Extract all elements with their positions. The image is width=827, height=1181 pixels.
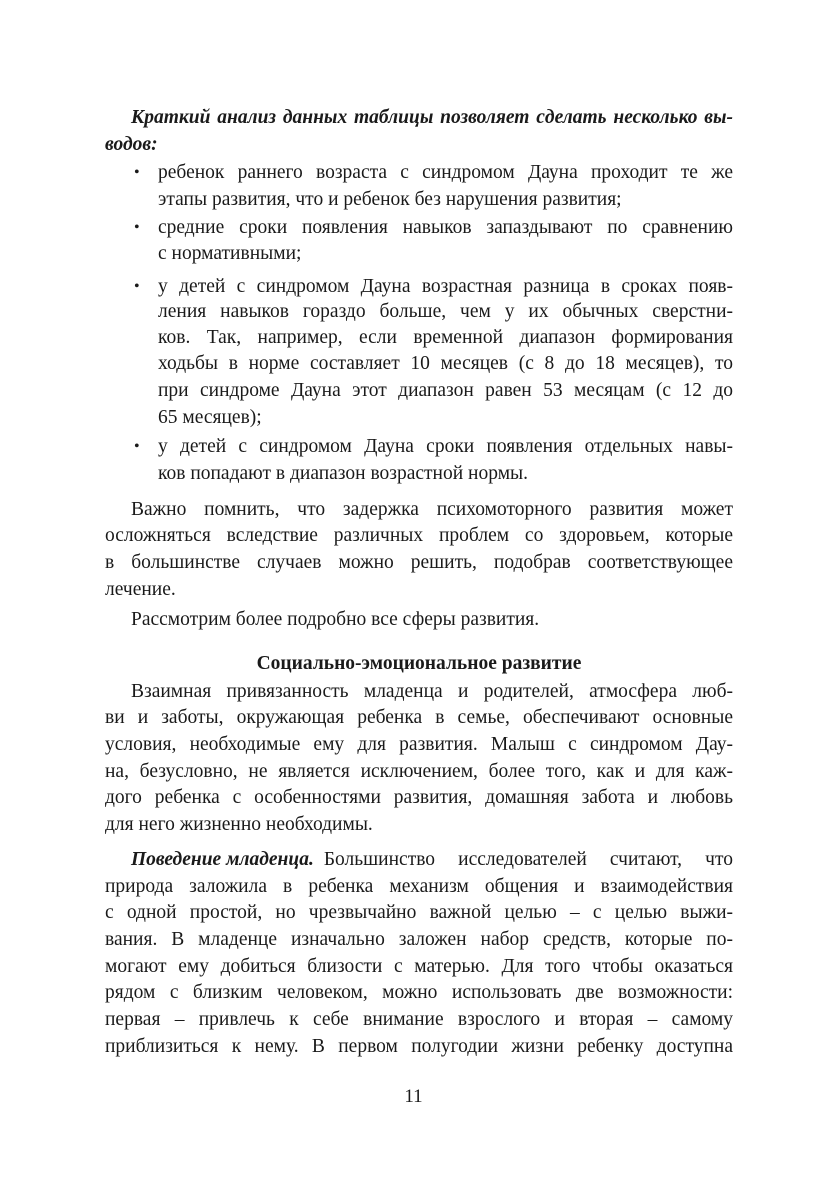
bullet-line: у детей с синдромом Дауна сроки появления отдельных навы- bbox=[158, 436, 733, 457]
paragraph-line: первая – привлечь к себе внимание взрослого и вторая – самому bbox=[105, 1009, 733, 1030]
paragraph-line: осложняться вследствие различных проблем со здоровьем, которые bbox=[105, 525, 733, 546]
paragraph-line: Взаимная привязанность младенца и родителей, атмосфера люб- bbox=[131, 681, 733, 702]
intro-line: водов: bbox=[105, 134, 158, 155]
bullet-line: с нормативными; bbox=[158, 243, 302, 264]
paragraph-line: на, безусловно, не является исключением, более того, как и для каж- bbox=[105, 761, 733, 782]
paragraph-line: вания. В младенце изначально заложен набор средств, которые по- bbox=[105, 929, 733, 950]
bullet-line: ков. Так, например, если временной диапазон формирования bbox=[158, 327, 733, 348]
paragraph-line: в большинстве случаев можно решить, подобрав соответствующее bbox=[105, 552, 733, 573]
paragraph-line: для него жизненно необходимы. bbox=[105, 814, 373, 835]
paragraph-line: могают ему добиться близости с матерью. Для того чтобы оказаться bbox=[105, 956, 733, 977]
paragraph-line: Рассмотрим более подробно все сферы развития. bbox=[131, 609, 540, 630]
paragraph-line: лечение. bbox=[105, 579, 176, 600]
bullet-line: 65 месяцев); bbox=[158, 407, 262, 428]
paragraph-line: рядом с близким человеком, можно использовать две возможности: bbox=[105, 982, 733, 1003]
paragraph-text: Большинство исследователей считают, что bbox=[323, 849, 733, 870]
paragraph-line: приблизиться к нему. В первом полугодии жизни ребенку доступна bbox=[105, 1036, 733, 1057]
bullet-line: при синдроме Дауна этот диапазон равен 53 месяцам (с 12 до bbox=[158, 380, 733, 401]
page-number: 11 bbox=[404, 1086, 423, 1107]
bullet-icon: • bbox=[134, 438, 140, 455]
bullet-icon: • bbox=[134, 219, 140, 236]
paragraph-lead: Поведение младенца. bbox=[131, 849, 314, 870]
bullet-line: ребенок раннего возраста с синдромом Дауна проходит те же bbox=[158, 162, 733, 183]
bullet-line: ления навыков гораздо больше, чем у их обычных сверстни- bbox=[158, 301, 733, 322]
bullet-line: у детей с синдромом Дауна возрастная разница в сроках появ- bbox=[158, 276, 733, 297]
paragraph-line: с одной простой, но чрезвычайно важной целью – с целью выжи- bbox=[105, 902, 733, 923]
bullet-line: средние сроки появления навыков запаздывают по сравнению bbox=[158, 217, 733, 238]
paragraph-line bbox=[131, 847, 733, 873]
bullet-line: этапы развития, что и ребенок без нарушения развития; bbox=[158, 189, 622, 210]
section-heading: Социально-эмоциональное развитие bbox=[256, 653, 582, 674]
bullet-icon: • bbox=[134, 278, 140, 295]
bullet-line: ков попадают в диапазон возрастной нормы. bbox=[158, 463, 529, 484]
bullet-line: ходьбы в норме составляет 10 месяцев (с 8 до 18 месяцев), то bbox=[158, 353, 733, 374]
paragraph-line: дого ребенка с особенностями развития, домашняя забота и любовь bbox=[105, 787, 733, 808]
paragraph-line: ви и заботы, окружающая ребенка в семье, обеспечивают основные bbox=[105, 707, 733, 728]
bullet-icon: • bbox=[134, 164, 140, 181]
intro-line: Краткий анализ данных таблицы позволяет сделать несколько вы- bbox=[131, 107, 733, 128]
paragraph-line: условия, необходимые ему для развития. Малыш с синдромом Дау- bbox=[105, 734, 733, 755]
paragraph-line: Важно помнить, что задержка психомоторного развития может bbox=[131, 499, 733, 520]
paragraph-line: природа заложила в ребенка механизм общения и взаимодействия bbox=[105, 876, 733, 897]
